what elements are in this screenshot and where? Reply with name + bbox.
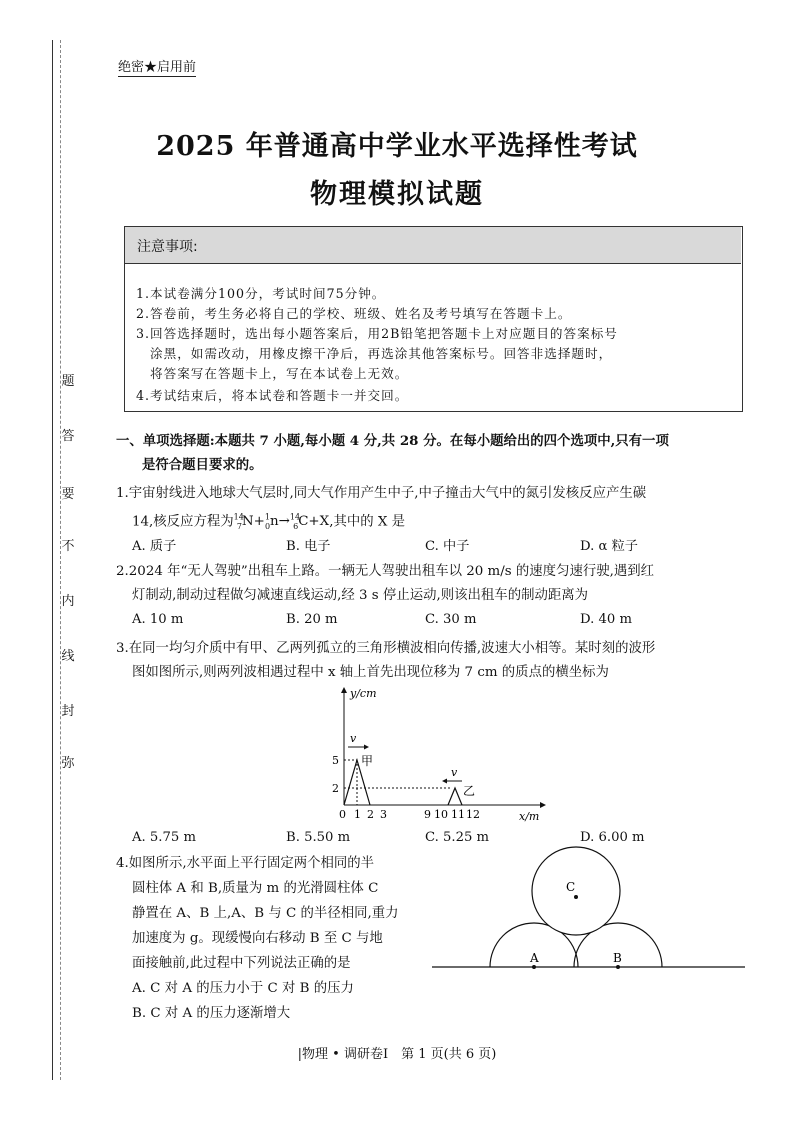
- notice-item: 4.考试结束后，将本试卷和答题卡一并交回。: [136, 388, 409, 403]
- notice-header: [125, 227, 741, 264]
- y-axis-label: y/cm: [350, 687, 377, 700]
- q4-option-a: A. C 对 A 的压力小于 C 对 B 的压力: [132, 981, 354, 996]
- binding-char: 内: [61, 594, 75, 609]
- arrow-left-2-head: [442, 779, 447, 784]
- q3-option-d: D. 6.00 m: [580, 830, 645, 845]
- binding-char: 不: [61, 539, 75, 554]
- binding-char: 答: [61, 429, 75, 444]
- x-tick-1: 1: [354, 808, 361, 821]
- q1-post: ,其中的 X 是: [329, 514, 406, 530]
- nuclear-equation: $^{14}_7$N+$^1_0$n→$^{14}_6$C+X: [233, 513, 330, 532]
- binding-char: 弥: [61, 756, 75, 771]
- wave-jia-label: 甲: [361, 754, 374, 768]
- x-tick-9: 9: [424, 808, 431, 821]
- section-heading: 一、单项选择题:本题共 7 小题,每小题 4 分,共 28 分。在每小题给出的四个选项中,只有一项: [116, 433, 669, 449]
- q4-option-b: B. C 对 A 的压力逐渐增大: [132, 1006, 291, 1021]
- notice-heading: 注意事项:: [137, 239, 198, 255]
- question-1-text-cont: [132, 507, 405, 538]
- v-label-2: v: [451, 766, 458, 779]
- binding-char: 要: [61, 487, 75, 502]
- x-tick-10: 10: [434, 808, 448, 821]
- wave-figure: [320, 685, 550, 825]
- exam-subtitle: 物理模拟试题: [310, 179, 484, 210]
- x-tick-2: 2: [367, 808, 374, 821]
- secret-label: 绝密★启用前: [118, 56, 196, 77]
- q2-option-c: C. 30 m: [425, 612, 477, 627]
- notice-item: 1.本试卷满分100分，考试时间75分钟。: [136, 286, 386, 301]
- page-footer: |物理 • 调研卷Ⅰ 第 1 页(共 6 页): [297, 1047, 497, 1062]
- exam-title: 2025 年普通高中学业水平选择性考试: [156, 131, 638, 162]
- label-c: C: [566, 880, 576, 894]
- q1-pre: 14,核反应方程为: [132, 514, 234, 530]
- y-tick-2: 2: [332, 782, 339, 795]
- x-tick-0: 0: [339, 808, 346, 821]
- notice-item: 3.回答选择题时，选出每小题答案后，用2B铅笔把答题卡上对应题目的答案标号: [136, 326, 618, 341]
- question-4-text-cont: 加速度为 g。现缓慢向右移动 B 至 C 与地: [132, 931, 383, 946]
- q1-option-a: A. 质子: [132, 539, 177, 554]
- center-c: [574, 895, 578, 899]
- center-b: [616, 965, 620, 969]
- question-3-text-cont: 图如图所示,则两列波相遇过程中 x 轴上首先出现位移为 7 cm 的质点的横坐标为: [132, 665, 609, 680]
- question-2-text-cont: 灯制动,制动过程做匀减速直线运动,经 3 s 停止运动,则该出租车的制动距离为: [132, 588, 589, 603]
- x-tick-3: 3: [380, 808, 387, 821]
- label-a: A: [530, 951, 539, 965]
- binding-char: 线: [61, 649, 75, 664]
- notice-item: 2.答卷前，考生务必将自己的学校、班级、姓名及考号填写在答题卡上。: [136, 306, 572, 321]
- center-a: [532, 965, 536, 969]
- wave-yi-label: 乙: [463, 784, 476, 798]
- q1-option-d: D. α 粒子: [580, 539, 638, 554]
- v-label-1: v: [350, 732, 357, 745]
- question-4-text-cont: 静置在 A、B 上,A、B 与 C 的半径相同,重力: [132, 906, 399, 921]
- x-axis-arrow: [540, 802, 546, 808]
- x-tick-12: 12: [466, 808, 480, 821]
- question-4-text-cont: 面接触前,此过程中下列说法正确的是: [132, 956, 351, 971]
- q3-option-b: B. 5.50 m: [286, 830, 351, 845]
- q3-option-c: C. 5.25 m: [425, 830, 490, 845]
- question-1-text: 1.宇宙射线进入地球大气层时,同大气作用产生中子,中子撞击大气中的氮引发核反应产生碳: [116, 486, 647, 501]
- y-axis-arrow: [341, 687, 347, 693]
- x-axis-label: x/m: [519, 810, 540, 823]
- q2-option-a: A. 10 m: [132, 612, 184, 627]
- q2-option-d: D. 40 m: [580, 612, 632, 627]
- question-2-text: 2.2024 年“无人驾驶”出租车上路。一辆无人驾驶出租车以 20 m/s 的速度匀速行驶,遇到红: [116, 564, 655, 579]
- arrow-right-1-head: [364, 745, 369, 750]
- cylinder-figure: [430, 845, 750, 975]
- q3-option-a: A. 5.75 m: [132, 830, 196, 845]
- cylinder-c: [532, 847, 620, 935]
- question-3-text: 3.在同一均匀介质中有甲、乙两列孤立的三角形横波相向传播,波速大小相等。某时刻的波形: [116, 641, 656, 656]
- q1-option-c: C. 中子: [425, 539, 470, 554]
- notice-item: 将答案写在答题卡上，写在本试卷上无效。: [150, 366, 409, 381]
- notice-item: 涂黑，如需改动，用橡皮擦干净后，再选涂其他答案标号。回答非选择题时，: [150, 346, 613, 361]
- wave-yi: [448, 788, 462, 805]
- question-4-text-cont: 圆柱体 A 和 B,质量为 m 的光滑圆柱体 C: [132, 881, 379, 896]
- section-heading-cont: 是符合题目要求的。: [142, 457, 263, 473]
- x-tick-11: 11: [451, 808, 465, 821]
- binding-char: 题: [61, 374, 75, 389]
- binding-char: 封: [61, 704, 75, 719]
- q1-option-b: B. 电子: [286, 539, 331, 554]
- label-b: B: [613, 951, 622, 965]
- question-4-text: 4.如图所示,水平面上平行固定两个相同的半: [116, 856, 375, 871]
- q2-option-b: B. 20 m: [286, 612, 338, 627]
- y-tick-5: 5: [332, 754, 339, 767]
